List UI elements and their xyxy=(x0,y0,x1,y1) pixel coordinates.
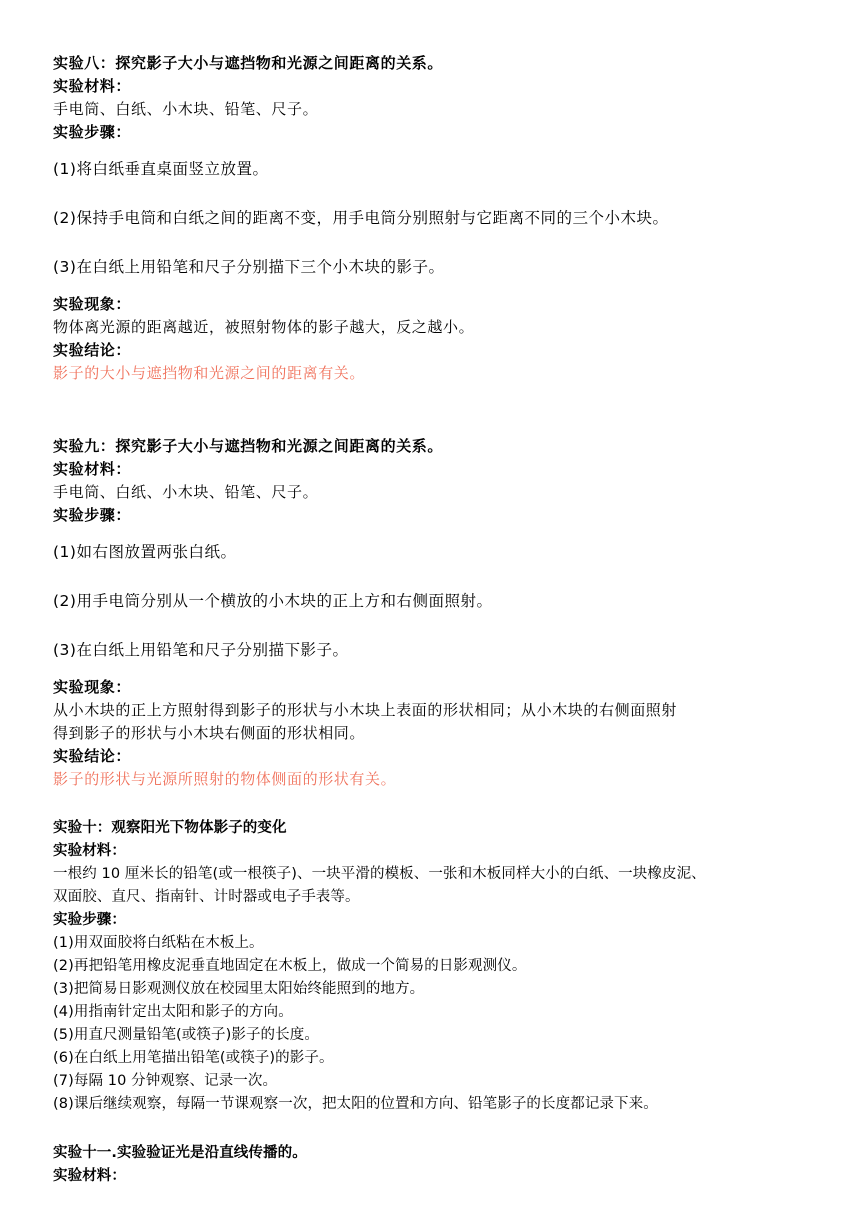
steps-label: 实验步骤： xyxy=(53,123,132,141)
phenomenon-label: 实验现象： xyxy=(53,678,132,696)
conclusion-text: 影子的大小与遮挡物和光源之间的距离有关。 xyxy=(53,364,366,382)
document-page xyxy=(53,52,823,1188)
step-item: (2)保持手电筒和白纸之间的距离不变，用手电筒分别照射与它距离不同的三个小木块。 xyxy=(53,209,669,227)
conclusion-label: 实验结论： xyxy=(53,747,132,765)
experiment-title: 实验十：观察阳光下物体影子的变化 xyxy=(53,820,287,836)
step-item: (7)每隔 10 分钟观察、记录一次。 xyxy=(53,1073,278,1089)
materials-text: 手电筒、白纸、小木块、铅笔、尺子。 xyxy=(53,100,319,118)
experiment-11 xyxy=(53,1142,823,1188)
step-item: (4)用指南针定出太阳和影子的方向。 xyxy=(53,1004,293,1020)
step-item: (2)用手电筒分别从一个横放的小木块的正上方和右侧面照射。 xyxy=(53,592,493,610)
step-item: (1)用双面胶将白纸粘在木板上。 xyxy=(53,935,264,951)
step-item: (6)在白纸上用笔描出铅笔(或筷子)的影子。 xyxy=(53,1050,334,1066)
step-item: (1)将白纸垂直桌面竖立放置。 xyxy=(53,160,269,178)
phenomenon-text: 物体离光源的距离越近，被照射物体的影子越大，反之越小。 xyxy=(53,318,475,336)
step-item: (8)课后继续观察，每隔一节课观察一次，把太阳的位置和方向、铅笔影子的长度都记录下来。 xyxy=(53,1096,658,1112)
materials-label: 实验材料： xyxy=(53,77,132,95)
experiment-title: 实验八：探究影子大小与遮挡物和光源之间距离的关系。 xyxy=(53,54,444,72)
materials-label: 实验材料： xyxy=(53,1168,126,1184)
step-item: (3)在白纸上用铅笔和尺子分别描下三个小木块的影子。 xyxy=(53,258,445,276)
materials-label: 实验材料： xyxy=(53,843,126,859)
phenomenon-text: 得到影子的形状与小木块右侧面的形状相同。 xyxy=(53,724,366,742)
conclusion-text: 影子的形状与光源所照射的物体侧面的形状有关。 xyxy=(53,770,397,788)
step-item: (3)在白纸上用铅笔和尺子分别描下影子。 xyxy=(53,641,349,659)
experiment-8 xyxy=(53,52,823,385)
steps-label: 实验步骤： xyxy=(53,506,132,524)
step-item: (3)把简易日影观测仪放在校园里太阳始终能照到的地方。 xyxy=(53,981,425,997)
experiment-title: 实验九：探究影子大小与遮挡物和光源之间距离的关系。 xyxy=(53,437,444,455)
steps-label: 实验步骤： xyxy=(53,912,126,928)
experiment-title: 实验十一.实验验证光是沿直线传播的。 xyxy=(53,1145,307,1161)
step-item: (5)用直尺测量铅笔(或筷子)影子的长度。 xyxy=(53,1027,319,1043)
step-item: (2)再把铅笔用橡皮泥垂直地固定在木板上，做成一个简易的日影观测仪。 xyxy=(53,958,527,974)
materials-text: 一根约 10 厘米长的铅笔(或一根筷子)、一块平滑的模板、一张和木板同样大小的白纸、一块橡皮泥、 xyxy=(53,866,706,882)
conclusion-label: 实验结论： xyxy=(53,341,132,359)
materials-text: 手电筒、白纸、小木块、铅笔、尺子。 xyxy=(53,483,319,501)
materials-text: 双面胶、直尺、指南针、计时器或电子手表等。 xyxy=(53,889,360,905)
phenomenon-text: 从小木块的正上方照射得到影子的形状与小木块上表面的形状相同；从小木块的右侧面照射 xyxy=(53,701,678,719)
phenomenon-label: 实验现象： xyxy=(53,295,132,313)
materials-label: 实验材料： xyxy=(53,460,132,478)
experiment-9 xyxy=(53,435,823,791)
experiment-10 xyxy=(53,817,823,1116)
step-item: (1)如右图放置两张白纸。 xyxy=(53,543,237,561)
